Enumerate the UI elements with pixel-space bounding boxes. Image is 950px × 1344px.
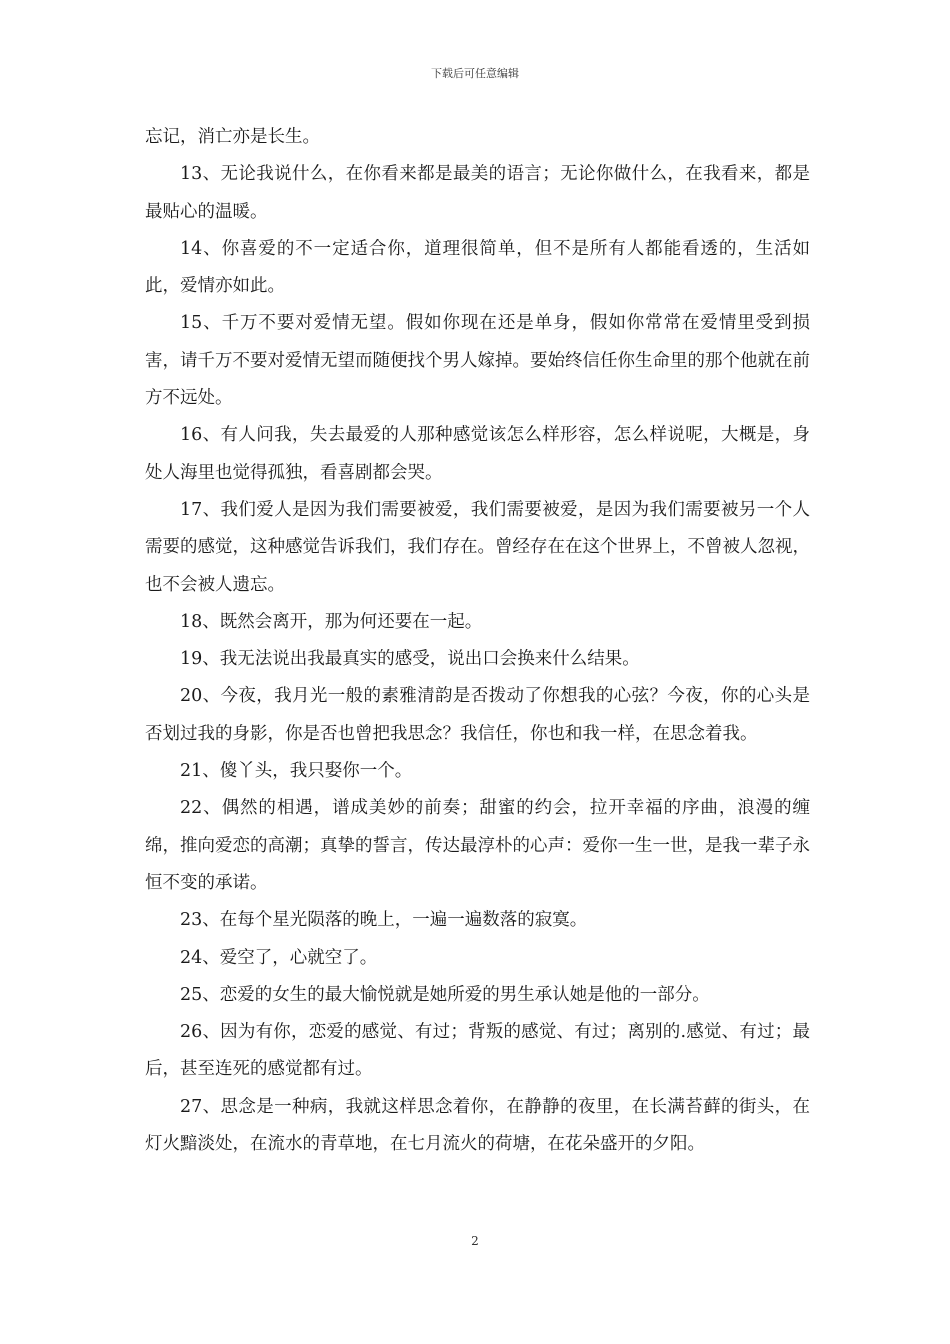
paragraph: 22、偶然的相遇，谱成美妙的前奏；甜蜜的约会，拉开幸福的序曲，浪漫的缠绵，推向爱恋的高潮；真挚的誓言，传达最淳朴的心声：爱你一生一世，是我一辈子永恒不变的承诺。	[145, 798, 810, 893]
paragraph: 25、恋爱的女生的最大愉悦就是她所爱的男生承认她是他的一部分。	[180, 984, 710, 1005]
paragraph: 24、爱空了，心就空了。	[180, 947, 378, 968]
paragraph: 19、我无法说出我最真实的感受，说出口会换来什么结果。	[180, 649, 640, 670]
paragraph: 15、千万不要对爱情无望。假如你现在还是单身，假如你常常在爱情里受到损害，请千万不要对爱情无望而随便找个男人嫁掉。要始终信任你生命里的那个他就在前方不远处。	[145, 313, 810, 409]
paragraph: 26、因为有你，恋爱的感觉、有过；背叛的感觉、有过；离别的.感觉、有过；最后，甚至连死的感觉都有过。	[145, 1022, 810, 1080]
paragraph: 21、傻丫头，我只娶你一个。	[180, 761, 413, 782]
paragraph: 20、今夜，我月光一般的素雅清韵是否拨动了你想我的心弦？今夜，你的心头是否划过我的身影，你是否也曾把我思念？我信任，你也和我一样，在思念着我。	[145, 686, 810, 744]
paragraph: 23、在每个星光陨落的晚上，一遍一遍数落的寂寞。	[180, 910, 588, 931]
paragraph: 忘记，消亡亦是长生。	[145, 127, 320, 147]
paragraph: 16、有人问我，失去最爱的人那种感觉该怎么样形容，怎么样说呢，大概是，身处人海里也觉得孤独，看喜剧都会哭。	[145, 425, 810, 483]
paragraph: 13、无论我说什么，在你看来都是最美的语言；无论你做什么，在我看来，都是最贴心的温暖。	[145, 164, 810, 222]
page-header: 下载后可任意编辑	[431, 67, 519, 80]
paragraph: 18、既然会离开，那为何还要在一起。	[180, 611, 483, 632]
paragraph: 14、你喜爱的不一定适合你，道理很简单，但不是所有人都能看透的，生活如此，爱情亦如此。	[145, 238, 810, 297]
page-number: 2	[471, 1234, 479, 1248]
paragraph: 17、我们爱人是因为我们需要被爱，我们需要被爱，是因为我们需要被另一个人需要的感觉，这种感觉告诉我们，我们存在。曾经存在在这个世界上，不曾被人忽视，也不会被人遗忘。	[145, 499, 810, 595]
paragraph: 27、思念是一种病，我就这样思念着你，在静静的夜里，在长满苔藓的街头，在灯火黯淡处，在流水的青草地，在七月流火的荷塘，在花朵盛开的夕阳。	[145, 1096, 810, 1155]
document-body	[145, 119, 810, 1163]
